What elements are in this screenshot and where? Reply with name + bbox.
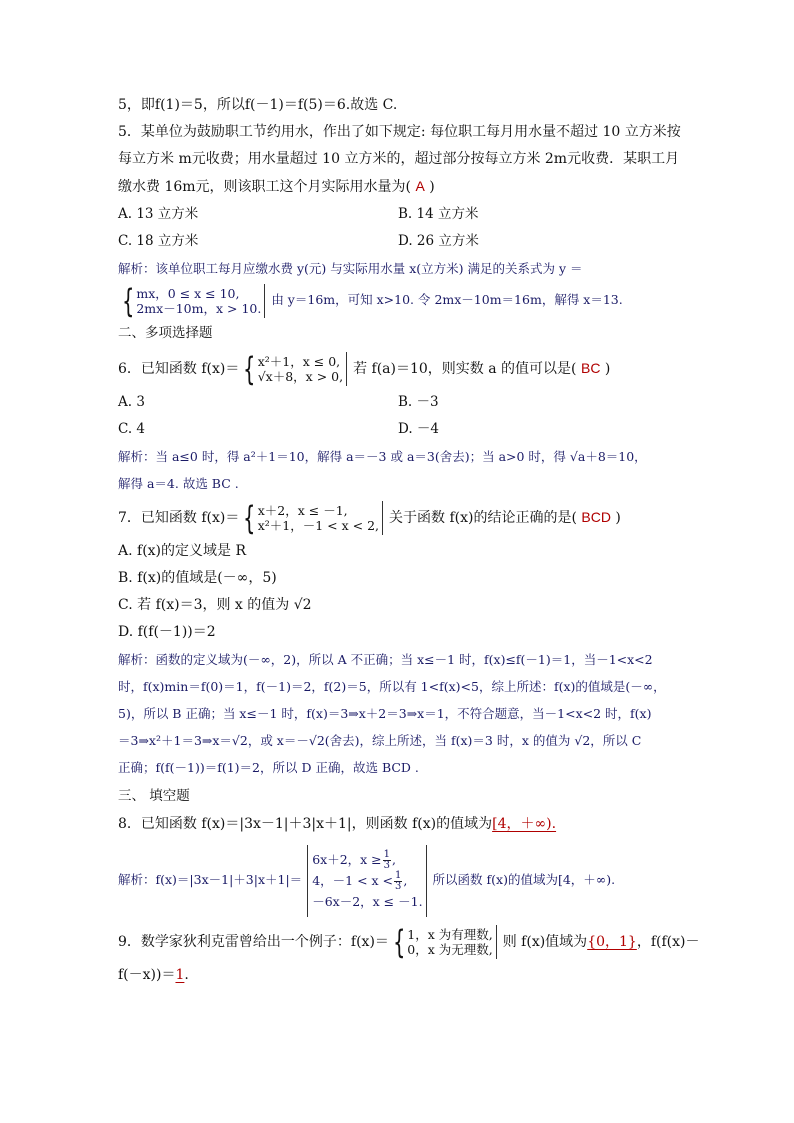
q7-solution-line3: 5)，所以 B 正确；当 x≤－1 时，f(x)＝3⇒x＋2＝3⇒x＝1，不符合题意，当－1<x<2 时，f(x): [118, 706, 652, 721]
document-page: [118, 92, 700, 989]
q5-piecewise: { mx，0 ≤ x ≤ 10, 2mx－10m，x > 10.: [120, 284, 269, 318]
q6-option-d: D. －4: [398, 421, 440, 437]
q7-option-c: C. 若 f(x)＝3，则 x 的值为 √2: [118, 597, 312, 613]
q7-piecewise: { x＋2，x ≤ －1, x²＋1，－1 < x < 2,: [241, 501, 387, 535]
q5-stem-line2: 每立方米 m元收费；用水量超过 10 立方米的，超过部分按每立方米 2m元收费．某职工月: [118, 151, 680, 167]
q5-options: [118, 201, 678, 228]
q7-option-d: D. f(f(－1))＝2: [118, 624, 216, 640]
q4-solution-tail: 5，即f(1)＝5，所以f(－1)＝f(5)＝6.故选 C.: [118, 97, 398, 113]
q9-stem: 9．数学家狄利克雷曾给出一个例子：f(x)＝ { 1，x 为有理数, 0，x 为无理数, 则 f(x)值域为{0，1}，f(f(x)－: [118, 923, 700, 961]
q5-option-a: A. 13 立方米: [118, 206, 199, 222]
q5-option-c: C. 18 立方米: [118, 233, 199, 249]
q6-option-c: C. 4: [118, 421, 146, 437]
q9-piecewise: { 1，x 为有理数, 0，x 为无理数,: [391, 925, 501, 959]
q5-options-2: [118, 228, 678, 255]
q6-options-2: [118, 416, 678, 443]
q6-option-b: B. －3: [398, 394, 439, 410]
q6-options: [118, 389, 678, 416]
section-multiple-choice: 二、多项选择题: [118, 325, 213, 341]
q6-answer: BC: [580, 360, 601, 376]
section-fill-in: 三、 填空题: [118, 788, 190, 804]
q5-stem-line3: 缴水费 16m元，则该职工这个月实际用水量为( A ): [118, 178, 435, 195]
q7-solution-line5: 正确；f(f(－1))＝f(1)＝2，所以 D 正确，故选 BCD .: [118, 760, 419, 775]
q5-answer: A: [415, 178, 425, 194]
q7-option-b: B. f(x)的值域是(－∞，5): [118, 570, 277, 586]
q8-piecewise: 6x＋2，x ≥ $\frac{1}{3}$ , 4，－1 < x < $\frac{1}{3}$ , －6x－2，x ≤ －1.: [304, 845, 430, 917]
q7-solution-line4: ＝3⇒x²＋1＝3⇒x＝√2，或 x＝－√2(舍去)，综上所述，当 f(x)＝3 时，x 的值为 √2，所以 C: [118, 733, 642, 748]
q7-option-a: A. f(x)的定义域是 R: [118, 543, 247, 559]
q7-answer: BCD: [581, 509, 611, 525]
q7-solution-line2: 时，f(x)min＝f(0)＝1，f(－1)＝2，f(2)＝5，所以有 1<f(x)<5，综上所述：f(x)的值域是(－∞，: [118, 679, 666, 694]
q7-stem: 7．已知函数 f(x)＝ { x＋2，x ≤ －1, x²＋1，－1 < x < 2, 关于函数 f(x)的结论正确的是( BCD ): [118, 499, 621, 537]
q9-answer-1: {0，1}: [587, 934, 637, 950]
q8-solution: 解析：f(x)＝|3x－1|＋3|x＋1|＝ 6x＋2，x ≥ $\frac{1}{3}$ , 4，－1 < x < $\frac{1}{3}$ , －6x－2，x ≤ －1. 所以函数 f(x)的值域为[4，＋∞).: [118, 838, 678, 922]
q6-option-a: A. 3: [118, 394, 145, 410]
q6-solution-line2: 解得 a＝4. 故选 BC .: [118, 476, 239, 491]
q8-answer: [4，＋∞).: [492, 816, 557, 832]
q5-solution-line1: 解析：该单位职工每月应缴水费 y(元) 与实际用水量 x(立方米) 满足的关系式为 y ＝: [118, 261, 583, 276]
q9-stem-line2: f(－x))＝1.: [118, 967, 189, 983]
q7-solution-line1: 解析：函数的定义域为(－∞，2)，所以 A 不正确；当 x≤－1 时，f(x)≤f(－1)＝1，当－1<x<2: [118, 652, 653, 667]
q6-piecewise: { x²＋1，x ≤ 0, √x＋8，x > 0,: [241, 352, 351, 386]
q5-stem-line1: 5．某单位为鼓励职工节约用水，作出了如下规定: 每位职工每月用水量不超过 10 立方米按: [118, 124, 681, 140]
q6-solution-line1: 解析：当 a≤0 时，得 a²＋1＝10，解得 a＝－3 或 a＝3(舍去)；当 a>0 时，得 √a＋8＝10，: [118, 449, 647, 464]
q5-option-d: D. 26 立方米: [398, 233, 479, 249]
q9-answer-2: 1: [175, 967, 185, 983]
q8-stem: 8．已知函数 f(x)＝|3x－1|＋3|x＋1|，则函数 f(x)的值域为[4，＋∞).: [118, 816, 557, 832]
q6-stem: 6．已知函数 f(x)＝ { x²＋1，x ≤ 0, √x＋8，x > 0, 若 f(a)＝10，则实数 a 的值可以是( BC ): [118, 350, 611, 388]
q5-option-b: B. 14 立方米: [398, 206, 479, 222]
q5-solution-line2: { mx，0 ≤ x ≤ 10, 2mx－10m，x > 10. 由 y＝16m，可知 x>10. 令 2mx－10m＝16m，解得 x＝13.: [118, 282, 678, 318]
